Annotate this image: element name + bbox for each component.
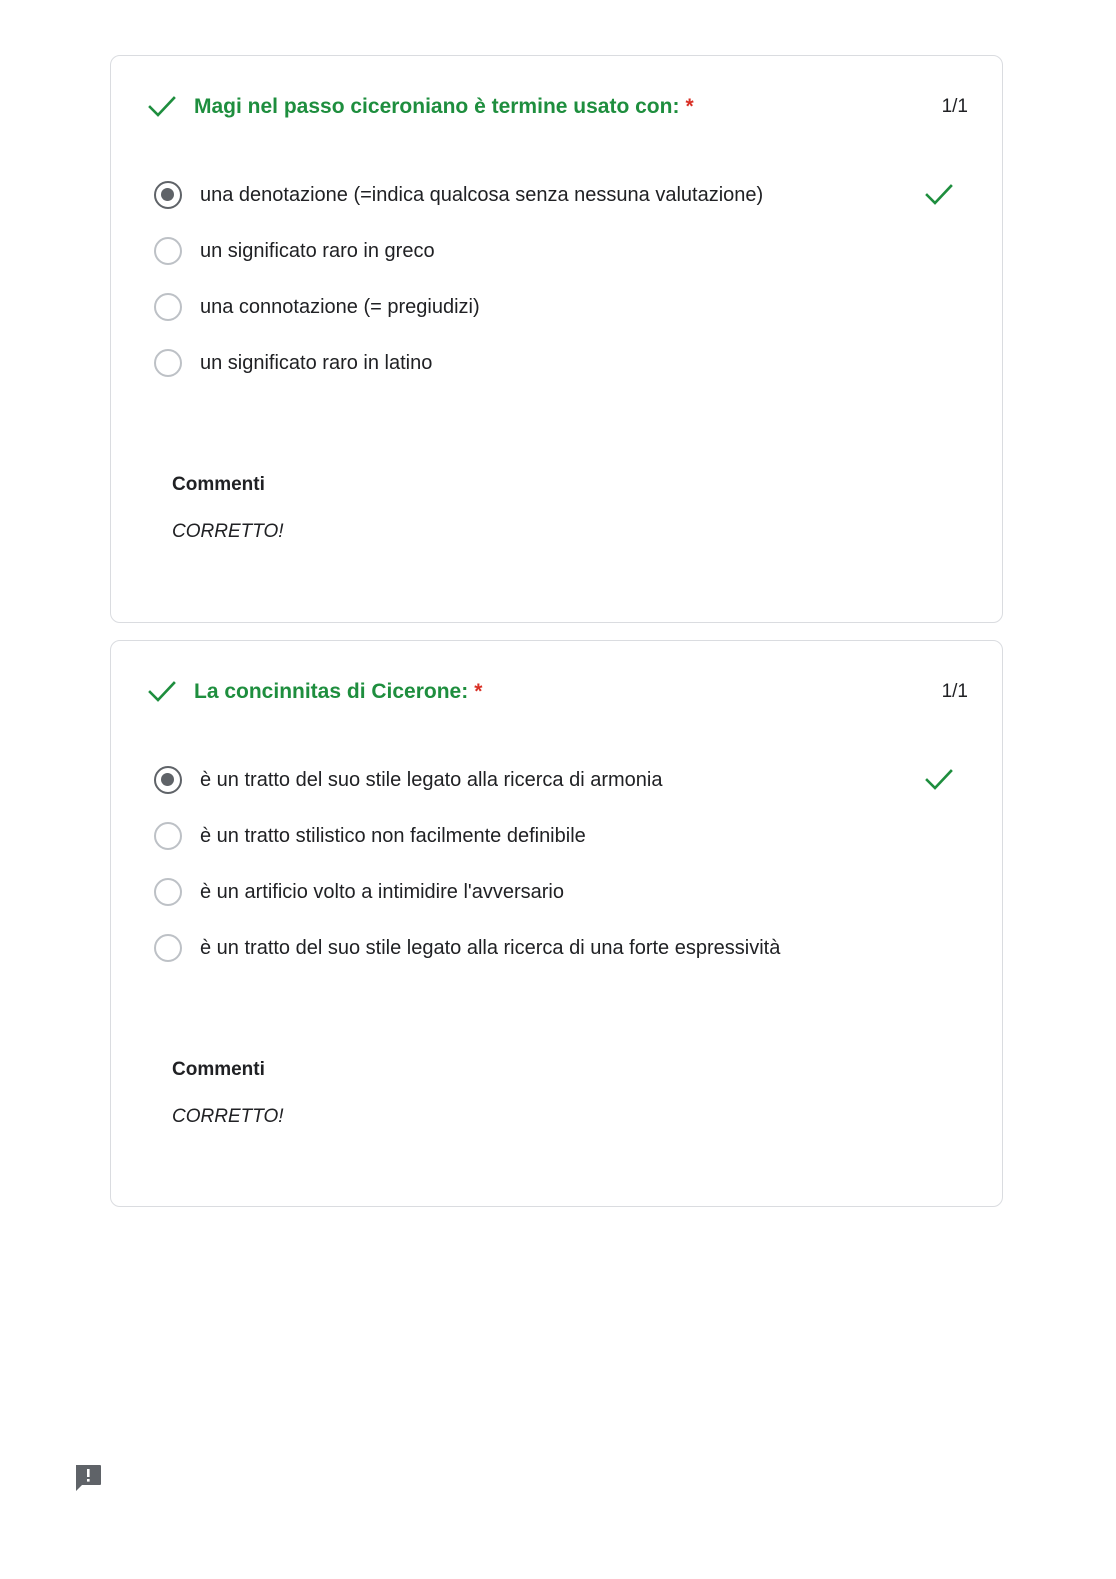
radio-button[interactable] (154, 822, 182, 850)
radio-button[interactable] (154, 934, 182, 962)
radio-button[interactable] (154, 237, 182, 265)
option-item[interactable] (154, 933, 968, 989)
comments-text: CORRETTO! (172, 521, 284, 542)
option-item[interactable] (154, 348, 968, 404)
radio-button-selected[interactable] (154, 181, 182, 209)
option-label: è un artificio volto a intimidire l'avversario (200, 881, 564, 903)
question-header (147, 677, 968, 707)
option-item[interactable] (154, 877, 968, 933)
radio-button[interactable] (154, 293, 182, 321)
option-label: è un tratto stilistico non facilmente definibile (200, 825, 586, 847)
radio-button-selected[interactable] (154, 766, 182, 794)
comments-title: Commenti (172, 474, 265, 495)
option-item[interactable] (154, 236, 968, 292)
question-header (147, 92, 968, 122)
required-marker: * (474, 680, 483, 703)
comments-section (172, 471, 284, 546)
comments-section (172, 1056, 284, 1131)
question-score: 1/1 (941, 681, 968, 702)
question-score: 1/1 (941, 96, 968, 117)
question-card-2 (110, 640, 1003, 1207)
option-label: una denotazione (=indica qualcosa senza nessuna valutazione) (200, 184, 764, 206)
option-item[interactable] (154, 765, 968, 821)
required-marker: * (685, 95, 694, 118)
option-label: un significato raro in greco (200, 240, 435, 262)
comments-text: CORRETTO! (172, 1106, 284, 1127)
question-card-1 (110, 55, 1003, 623)
option-label: è un tratto del suo stile legato alla ricerca di una forte espressività (200, 937, 781, 959)
option-item[interactable] (154, 292, 968, 348)
check-icon (147, 679, 177, 705)
option-label: è un tratto del suo stile legato alla ricerca di armonia (200, 769, 663, 791)
radio-button[interactable] (154, 349, 182, 377)
question-title: La concinnitas di Cicerone: * (194, 680, 483, 703)
comments-title: Commenti (172, 1059, 265, 1080)
question-title: Magi nel passo ciceroniano è termine usato con: * (194, 95, 694, 118)
options-list (154, 765, 968, 989)
correct-check-icon (924, 767, 954, 793)
options-list (154, 180, 968, 404)
option-item[interactable] (154, 821, 968, 877)
correct-check-icon (924, 182, 954, 208)
report-feedback-icon[interactable] (72, 1462, 104, 1494)
option-label: un significato raro in latino (200, 352, 433, 374)
option-label: una connotazione (= pregiudizi) (200, 296, 480, 318)
option-item[interactable] (154, 180, 968, 236)
radio-button[interactable] (154, 878, 182, 906)
check-icon (147, 94, 177, 120)
